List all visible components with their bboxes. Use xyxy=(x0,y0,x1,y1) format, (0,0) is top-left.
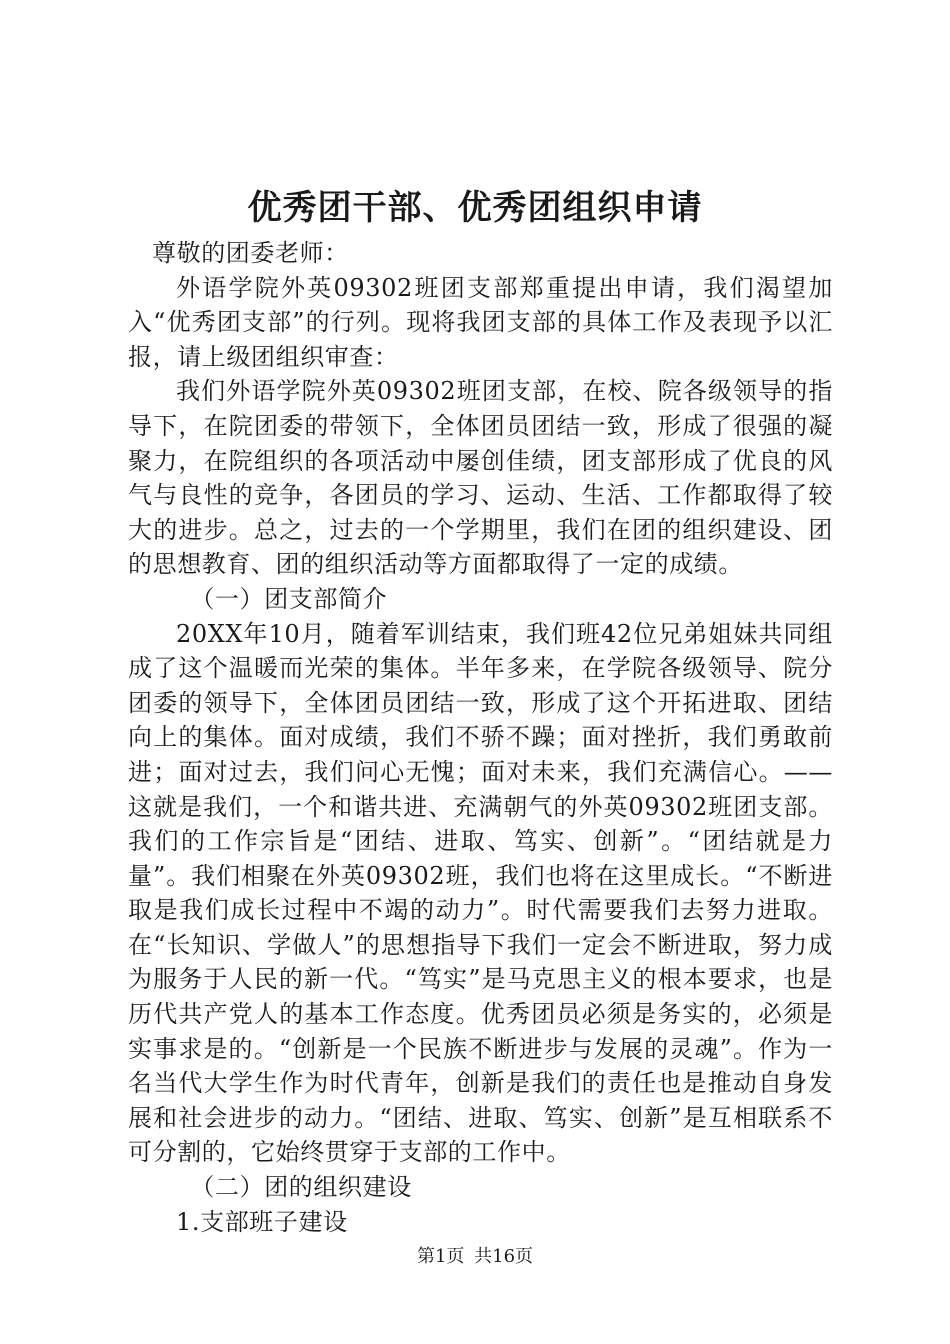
page-footer xyxy=(0,1245,950,1269)
subsection-heading-leadership: 1.支部班子建设 xyxy=(176,1207,348,1236)
document-title: 优秀团干部、优秀团组织申请 xyxy=(247,188,703,228)
section-heading-branch-intro: （一）团支部简介 xyxy=(190,584,388,613)
document-body xyxy=(128,236,833,1239)
page-total: 共16页 xyxy=(474,1246,534,1267)
overview-paragraph: 我们外语学院外英09302班团支部，在校、院各级领导的指导下，在院团委的带领下，全体团员团结一致，形成了很强的凝聚力，在院组织的各项活动中屡创佳绩，团支部形成了优良的风气与良性的竞争，各团员的学习、运动、生活、工作都取得了较大的进步。总之，过去的一个学期里，我们在团的组织建设、团的思想教育、团的组织活动等方面都取得了一定的成绩。 xyxy=(128,377,833,579)
salutation: 尊敬的团委老师： xyxy=(152,239,349,267)
branch-intro-paragraph: 20XX年10月，随着军训结束，我们班42位兄弟姐妹共同组成了这个温暖而光荣的集体。半年多来，在学院各级领导、院分团委的领导下，全体团员团结一致，形成了这个开拓进取、团结向上的集体。面对成绩，我们不骄不躁；面对挫折，我们勇敢前进；面对过去，我们问心无愧；面对未来，我们充满信心。——这就是我们，一个和谐共进、充满朝气的外英09302班团支部。我们的工作宗旨是“团结、进取、笃实、创新”。“团结就是力量”。我们相聚在外英09302班，我们也将在这里成长。“不断进取是我们成长过程中不竭的动力”。时代需要我们去努力进取。在“长知识、学做人”的思想指导下我们一定会不断进取，努力成为服务于人民的新一代。“笃实”是马克思主义的根本要求，也是历代共产党人的基本工作态度。优秀团员必须是务实的，必须是实事求是的。“创新是一个民族不断进步与发展的灵魂”。作为一名当代大学生作为时代青年，创新是我们的责任也是推动自身发展和社会进步的动力。“团结、进取、笃实、创新”是互相联系不可分割的，它始终贯穿于支部的工作中。 xyxy=(128,619,833,1167)
section-heading-organization: （二）团的组织建设 xyxy=(190,1173,412,1202)
intro-paragraph: 外语学院外英09302班团支部郑重提出申请，我们渴望加入“优秀团支部”的行列。现将我团支部的具体工作及表现予以汇报，请上级团组织审查： xyxy=(128,273,833,371)
page-number: 第1页 xyxy=(416,1246,465,1267)
